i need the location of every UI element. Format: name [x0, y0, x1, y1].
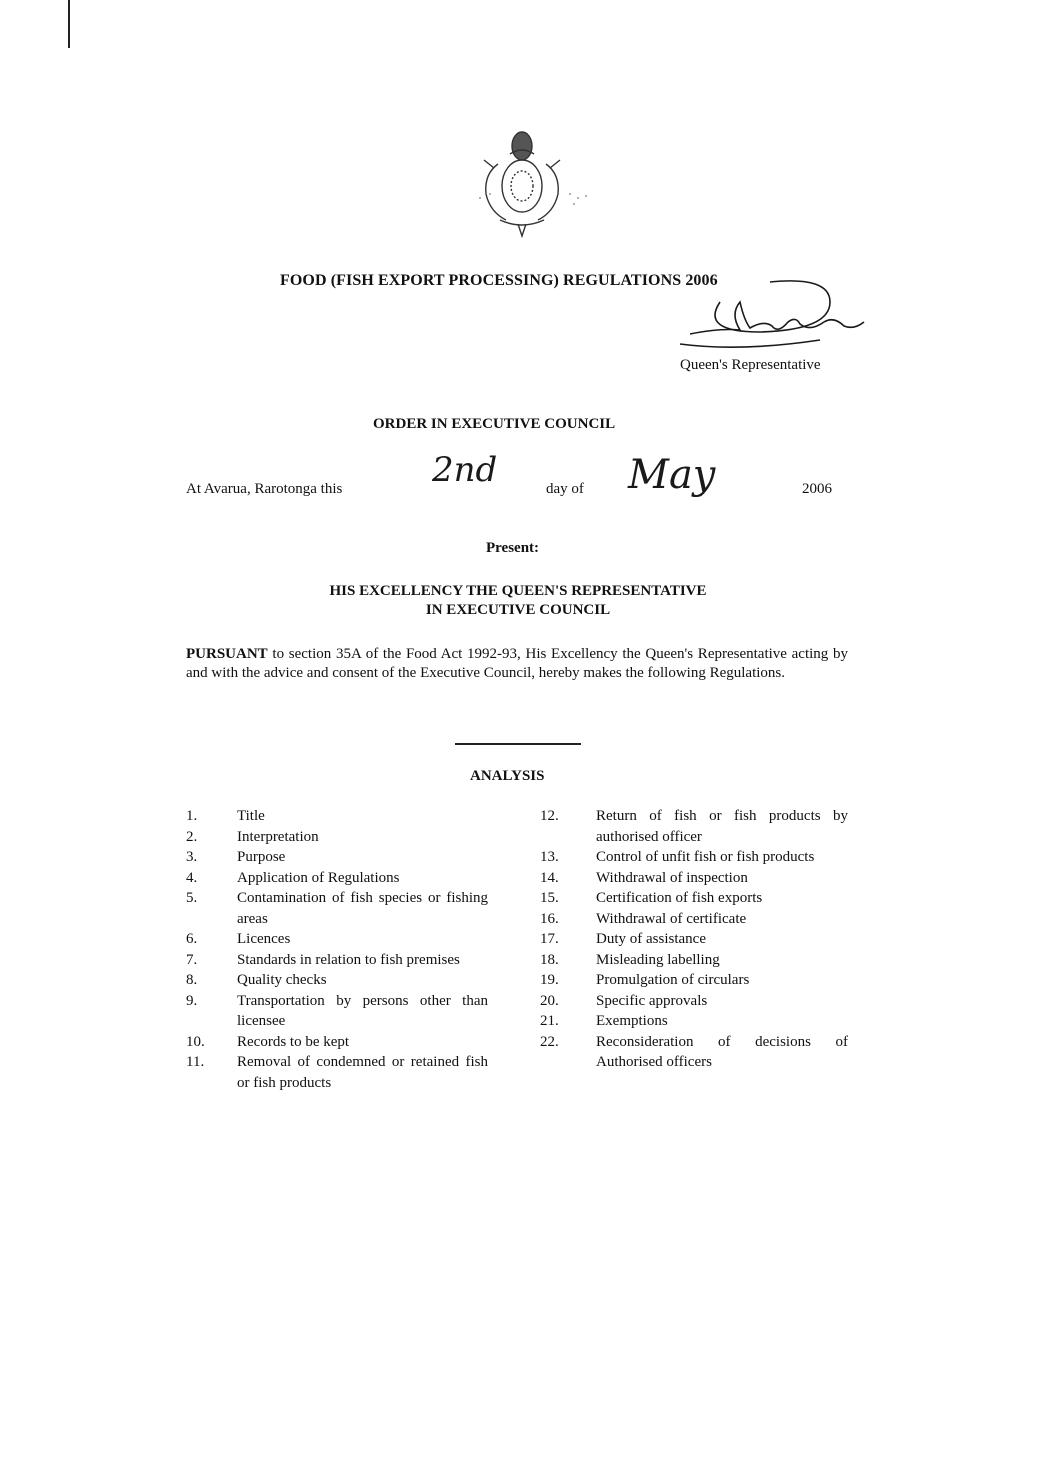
item-number: 4. [186, 869, 198, 886]
list-item [186, 827, 488, 848]
order-place: At Avarua, Rarotonga this [186, 481, 343, 497]
present-line-1: HIS EXCELLENCY THE QUEEN'S REPRESENTATIVE [329, 583, 707, 599]
item-number: 1. [186, 808, 198, 824]
item-number: 16. [540, 910, 559, 927]
item-text: Promulgation of circulars [596, 972, 750, 988]
item-text: Specific approvals [596, 992, 708, 1009]
item-text: Return of fish or fish products by authorised officer [596, 808, 848, 845]
order-title: ORDER IN EXECUTIVE COUNCIL [373, 416, 616, 432]
pursuant-lead: PURSUANT [186, 646, 268, 662]
coat-of-arms-icon [470, 124, 600, 240]
list-item [540, 806, 848, 847]
order-year: 2006 [802, 481, 832, 497]
list-item [540, 1032, 848, 1073]
item-number: 3. [186, 849, 198, 865]
analysis-right-column [540, 806, 848, 1073]
handwritten-month: May [628, 452, 716, 498]
list-item [186, 970, 488, 991]
handwritten-day: 2nd [432, 450, 498, 490]
item-text: Withdrawal of inspection [596, 869, 748, 886]
list-item [540, 1011, 848, 1032]
item-number: 11. [186, 1054, 205, 1070]
item-number: 22. [540, 1033, 559, 1050]
item-number: 19. [540, 972, 559, 988]
item-number: 13. [540, 849, 559, 865]
document-title: FOOD (FISH EXPORT PROCESSING) REGULATIONS 2006 [280, 272, 718, 289]
list-item [540, 847, 848, 868]
item-text: Removal of condemned or retained fish or fish products [237, 1054, 488, 1091]
analysis-left-column [186, 806, 488, 1093]
list-item [186, 1052, 488, 1093]
item-text: Contamination of fish species or fishing areas [237, 890, 488, 927]
list-item [186, 888, 488, 929]
item-number: 15. [540, 890, 559, 906]
item-text: Records to be kept [237, 1033, 350, 1050]
present-line-2: IN EXECUTIVE COUNCIL [425, 602, 611, 618]
list-item [540, 991, 848, 1012]
list-item [540, 868, 848, 889]
item-text: Transportation by persons other than licensee [237, 992, 488, 1029]
signatory-label: Queen's Representative [680, 357, 821, 373]
item-number: 9. [186, 992, 198, 1009]
item-text: Misleading labelling [596, 951, 720, 968]
item-number: 18. [540, 951, 559, 968]
section-divider [455, 743, 581, 745]
item-text: Application of Regulations [237, 869, 400, 886]
item-text: Title [237, 808, 265, 824]
item-text: Certification of fish exports [596, 890, 763, 906]
list-item [540, 950, 848, 971]
list-item [186, 1032, 488, 1053]
item-text: Duty of assistance [596, 931, 706, 947]
item-number: 14. [540, 869, 559, 886]
pursuant-text: to section 35A of the Food Act 1992-93, His Excellency the Queen's Representative acting by and with the advice and consent of the Executive Council, hereby makes the following Regulations. [186, 646, 849, 681]
list-item [186, 991, 488, 1032]
list-item [186, 847, 488, 868]
item-text: Exemptions [596, 1013, 668, 1029]
item-text: Reconsideration of decisions of Authorised officers [596, 1033, 848, 1070]
item-number: 5. [186, 890, 198, 906]
present-label: Present: [486, 540, 540, 556]
list-item [186, 950, 488, 971]
item-number: 21. [540, 1013, 559, 1029]
item-number: 10. [186, 1033, 205, 1050]
item-text: Purpose [237, 849, 286, 865]
item-text: Standards in relation to fish premises [237, 951, 460, 968]
list-item [186, 929, 488, 950]
item-text: Interpretation [237, 828, 319, 845]
item-text: Control of unfit fish or fish products [596, 849, 815, 865]
pursuant-paragraph [186, 645, 848, 683]
list-item [540, 909, 848, 930]
item-text: Withdrawal of certificate [596, 910, 747, 927]
list-item [186, 868, 488, 889]
list-item [540, 970, 848, 991]
item-number: 7. [186, 951, 198, 968]
present-heading [0, 582, 1036, 620]
item-number: 2. [186, 828, 198, 845]
day-of-label: day of [546, 481, 584, 497]
list-item [540, 888, 848, 909]
margin-rule [68, 0, 70, 48]
item-number: 17. [540, 931, 559, 947]
list-item [186, 806, 488, 827]
item-number: 6. [186, 931, 198, 947]
item-number: 8. [186, 972, 198, 988]
item-number: 12. [540, 808, 559, 824]
item-number: 20. [540, 992, 559, 1009]
analysis-title: ANALYSIS [470, 768, 545, 784]
list-item [540, 929, 848, 950]
item-text: Quality checks [237, 972, 327, 988]
item-text: Licences [237, 931, 291, 947]
